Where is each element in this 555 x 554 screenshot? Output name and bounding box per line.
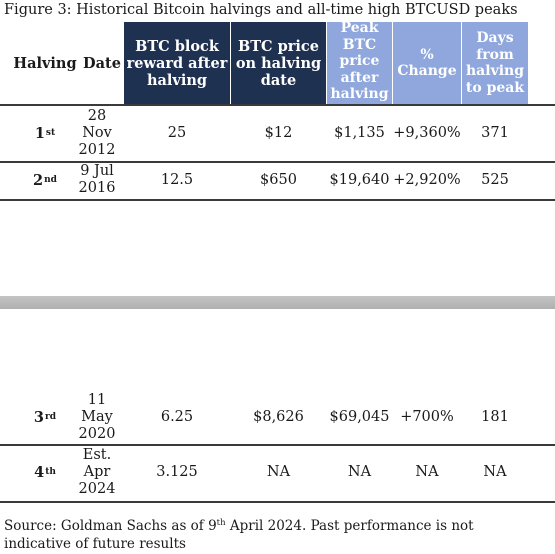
header-price-on-halving (231, 22, 326, 104)
header-halving: Halving (13, 54, 77, 72)
header-days-line: to peak (465, 79, 525, 96)
header-price-line: date (260, 71, 297, 89)
halving-ordinal: 4 th (34, 463, 56, 481)
row-rule (0, 199, 555, 201)
days-to-peak-value: 181 (481, 408, 509, 425)
header-days-to-peak (462, 22, 528, 104)
halving-date: Est. Apr 2024 (78, 446, 116, 497)
halving-date: 28 Nov 2012 (78, 107, 116, 158)
header-peak-line: halving (330, 86, 389, 102)
header-block-reward-line: reward after (126, 54, 228, 72)
halving-ordinal: 1 st (34, 124, 56, 142)
header-days-line: from (476, 46, 514, 63)
header-days-line: halving (466, 63, 524, 79)
peak-price-value: $69,045 (329, 408, 390, 425)
header-peak-line: price (339, 53, 380, 69)
days-to-peak-value: NA (483, 463, 507, 480)
header-peak-line: after (340, 69, 379, 86)
block-reward-value: 6.25 (160, 408, 194, 425)
halving-price-value: $12 (264, 124, 293, 141)
figure-caption: Figure 3: Historical Bitcoin halvings and all-time high BTCUSD peaks (4, 2, 518, 18)
header-block-reward (124, 22, 230, 104)
header-percent-change (393, 22, 461, 104)
halving-date: 9 Jul 2016 (78, 163, 116, 196)
halving-ordinal: 2 nd (33, 171, 57, 189)
days-to-peak-value: 371 (481, 124, 509, 141)
source-note: Source: Goldman Sachs as of 9th April 2024. Past performance is not indicative of future results (4, 518, 474, 552)
header-price-line: on halving (235, 54, 322, 72)
page-separator (0, 296, 555, 309)
block-reward-value: 3.125 (156, 463, 198, 480)
block-reward-value: 12.5 (160, 171, 194, 188)
block-reward-value: 25 (167, 124, 187, 141)
header-change-line: % (420, 46, 434, 63)
percent-change-value: +700% (400, 408, 454, 425)
header-peak-line: Peak (340, 22, 379, 36)
header-peak-price (327, 22, 392, 104)
peak-price-value: $19,640 (329, 171, 390, 188)
percent-change-value: +2,920% (393, 171, 461, 188)
header-price-line: BTC price (238, 37, 319, 55)
peak-price-value: $1,135 (334, 124, 385, 141)
halving-price-value: $650 (260, 171, 297, 188)
header-days-line: Days (476, 30, 514, 46)
halving-price-value: $8,626 (253, 408, 304, 425)
halving-date: 11 May 2020 (78, 391, 116, 442)
header-block-reward-line: BTC block (135, 37, 219, 55)
header-date: Date (83, 54, 121, 72)
days-to-peak-value: 525 (481, 171, 509, 188)
header-change-line: Change (397, 63, 457, 79)
table-bottom-rule (0, 501, 555, 503)
halving-price-value: NA (266, 463, 291, 480)
header-peak-line: BTC (342, 36, 377, 53)
percent-change-value: +9,360% (393, 124, 461, 141)
percent-change-value: NA (415, 463, 439, 480)
peak-price-value: NA (347, 463, 372, 480)
header-block-reward-line: halving (146, 71, 208, 89)
halving-ordinal: 3 rd (33, 408, 57, 426)
